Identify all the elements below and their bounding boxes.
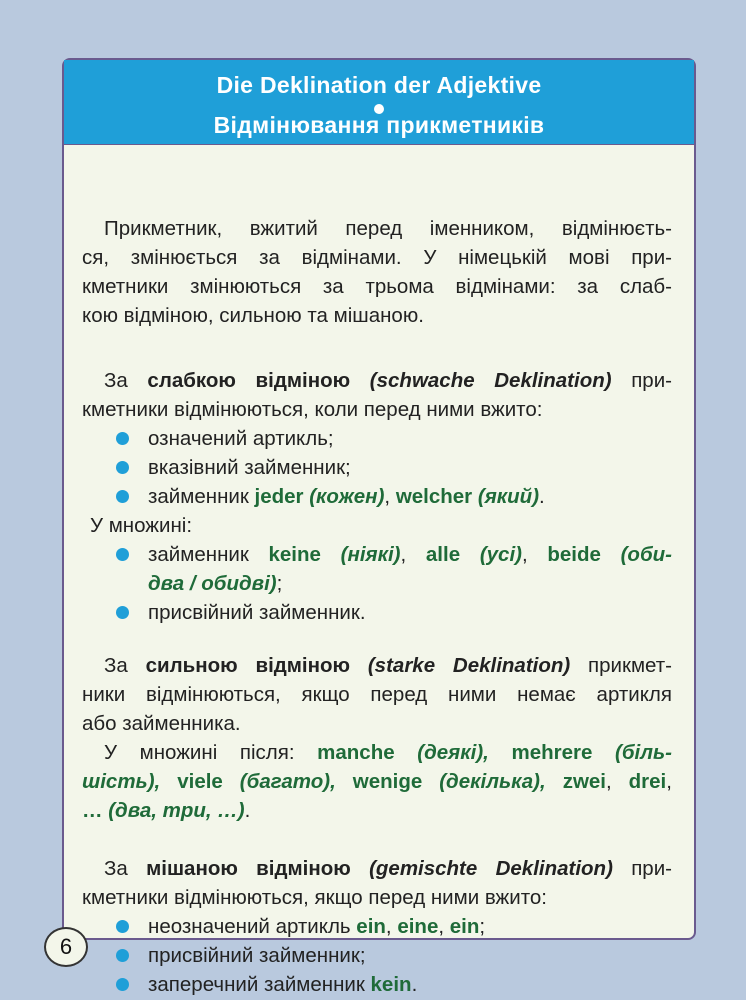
bullet-icon [116,920,129,933]
german-word: ein [449,915,480,938]
list-item [82,598,672,627]
translation: (який) [477,485,540,508]
page-number: 6 [44,927,88,967]
translation: (багато), [239,770,336,793]
german-word: eine [397,915,439,938]
text-span: , [438,915,450,938]
text-line [82,767,672,796]
translation: (два, три, …) [108,799,245,822]
translation: (усі) [479,543,522,566]
translation: (кожен) [309,485,385,508]
german-word: alle [425,543,461,566]
text-span: ; [276,572,283,595]
plural-label: У множині: [90,514,193,537]
translation: (декілька), [439,770,546,793]
text-line [82,796,672,825]
list-item [82,482,672,511]
german-word: ein [356,915,386,938]
strong-declension-section [82,651,672,825]
text-line [82,366,672,395]
list-item-text: присвійний займенник. [148,601,366,624]
german-word: viele [177,770,223,793]
list-item [82,941,672,970]
rule-card [62,58,696,996]
text-span: ; [479,915,486,938]
text-span: . [244,799,251,822]
bullet-icon [116,978,129,991]
text-span: За [104,857,147,880]
text-span: За [104,369,148,392]
text-line: кметники відмінюються, якщо перед ними вжито: [82,886,547,909]
translation: два / обидві) [148,572,277,595]
translation: (деякі), [417,741,489,764]
text-span: заперечний займенник [148,973,371,996]
text-line: або займенника. [82,712,241,735]
german-word: beide [547,543,601,566]
translation: шість), [82,770,161,793]
mixed-declension-term-de: (gemischte Deklination) [369,857,613,880]
card-header [64,60,694,145]
german-word: … [82,799,103,822]
text-span: займенник [148,543,269,566]
text-span: . [539,485,545,508]
german-word: welcher [395,485,473,508]
german-word: zwei [562,770,606,793]
strong-declension-term-de: (starke Deklination) [367,654,571,677]
text-span: при- [612,857,672,880]
text-line: Прикметник, вжитий перед іменником, відмінюєть- [104,217,672,240]
german-word: keine [268,543,321,566]
text-span: займенник [148,485,255,508]
translation: (ніякі) [340,543,401,566]
text-line: ся, змінюється за відмінами. У німецькій мові при- [82,246,672,269]
text-span: при- [611,369,672,392]
text-line: кметники змінюються за трьома відмінами: за слаб- [82,275,672,298]
german-word: jeder [254,485,304,508]
list-item-text: вказівний займенник; [148,456,351,479]
text-line [82,651,672,680]
text-span: , [400,543,426,566]
bullet-icon [116,432,129,445]
german-word: wenige [352,770,423,793]
list-item [82,540,672,569]
list-item [82,912,672,941]
text-span: , [605,770,612,793]
text-span: За [104,654,146,677]
german-word: kein [370,973,412,996]
weak-declension-term-de: (schwache Deklination) [369,369,612,392]
strong-declension-term: сильною відміною [145,654,351,677]
translation: (оби- [620,543,672,566]
text-span: , [521,543,548,566]
list-item [82,970,672,999]
weak-declension-term: слабкою відміною [147,369,351,392]
text-span: , [385,915,398,938]
text-line [82,738,672,767]
bullet-icon [116,548,129,561]
text-line [82,854,672,883]
german-word: drei [628,770,667,793]
intro-paragraph [82,214,672,330]
text-span: неозначений артикль [148,915,357,938]
text-span: прикмет- [570,654,672,677]
mixed-declension-section [82,854,672,999]
list-item-text: присвійний займенник; [148,944,366,967]
bullet-icon [116,461,129,474]
text-span: , [384,485,396,508]
german-word: mehrere [511,741,593,764]
text-span: , [666,770,672,793]
bullet-icon [116,949,129,962]
list-item-text: означений артикль; [148,427,334,450]
text-line: кою відміною, сильною та мішаною. [82,304,424,327]
german-word: manche [317,741,395,764]
title-ukrainian: Відмінювання прикметників [213,112,545,138]
text-line: кметники відмінюються, коли перед ними вжито: [82,398,543,421]
translation: (біль- [615,741,672,764]
text-span: . [411,973,418,996]
list-item-continuation [82,569,672,598]
weak-declension-section [82,366,672,627]
list-item [82,424,672,453]
list-item [82,453,672,482]
bullet-icon [116,606,129,619]
bullet-icon [116,490,129,503]
text-span: У множині після: [104,741,318,764]
text-line: ники відмінюються, якщо перед ними немає артикля [82,683,672,706]
mixed-declension-term: мішаною відміною [146,857,351,880]
title-german: Die Deklination der Adjektive [216,72,542,98]
